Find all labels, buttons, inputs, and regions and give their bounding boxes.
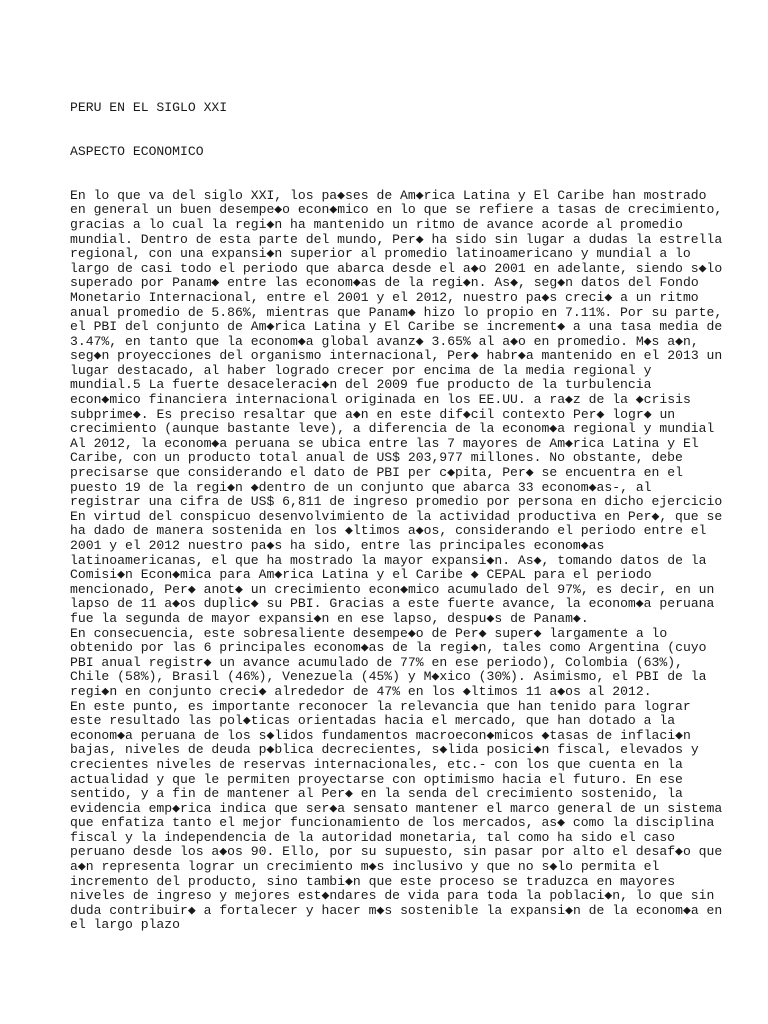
text-line: latinoamericanas, el que ha mostrado la mayor expansi◆n. As◆, tomando datos de la: [70, 552, 707, 568]
document-body: [70, 72, 760, 948]
text-line: mundial. Dentro de esta parte del mundo, Per◆ ha sido sin lugar a dudas la estrella: [70, 231, 723, 247]
text-line: puesto 19 de la regi◆n ◆dentro de un conjunto que abarca 33 econom◆as-, al: [70, 479, 652, 495]
text-line: Caribe, con un producto total anual de US$ 203,977 millones. No obstante, debe: [70, 450, 683, 466]
text-line: fue la segunda de mayor expansi◆n en ese lapso, despu◆s de Panam◆.: [70, 610, 589, 626]
text-line: Al 2012, la econom◆a peruana se ubica entre las 7 mayores de Am◆rica Latina y El: [70, 435, 699, 451]
text-line: subprime◆. Es preciso resaltar que a◆n en este dif◆cil contexto Per◆ logr◆ un: [70, 406, 676, 422]
text-line: PBI anual registr◆ un avance acumulado de 77% en ese periodo), Colombia (63%),: [70, 654, 683, 670]
document-subtitle: ASPECTO ECONOMICO: [70, 143, 204, 159]
text-line: el PBI del conjunto de Am◆rica Latina y El Caribe se increment◆ a una tasa media de: [70, 319, 723, 335]
text-line: que enfatiza tanto el mejor funcionamiento de los mercados, as◆ como la disciplina: [70, 815, 715, 831]
text-line: En lo que va del siglo XXI, los pa◆ses de Am◆rica Latina y El Caribe han mostrado: [70, 187, 707, 203]
text-line: niveles de ingreso y mejores est◆ndares de vida para toda la poblaci◆n, lo que sin: [70, 888, 715, 904]
text-line: seg◆n proyecciones del organismo internacional, Per◆ habr◆a mantenido en el 2013 un: [70, 348, 723, 364]
text-line: el largo plazo: [70, 917, 181, 933]
text-line: regi◆n en conjunto creci◆ alrededor de 47% en los ◆ltimos 11 a◆os al 2012.: [70, 683, 652, 699]
document-title: PERU EN EL SIGLO XXI: [70, 100, 228, 116]
text-line: largo de casi todo el periodo que abarca desde el a◆o 2001 en adelante, siendo s◆lo: [70, 260, 723, 276]
text-line: lapso de 11 a◆os duplic◆ su PBI. Gracias a este fuerte avance, la econom◆a peruana: [70, 596, 715, 612]
text-line: duda contribuir◆ a fortalecer y hacer m◆s sostenible la expansi◆n de la econom◆a en: [70, 902, 723, 918]
text-line: en general un buen desempe◆o econ◆mico en lo que se refiere a tasas de crecimiento,: [70, 202, 723, 218]
text-line: incremento del producto, sino tambi◆n que este proceso se traduzca en mayores: [70, 873, 676, 889]
text-line: regional, con una expansi◆n superior al promedio latinoamericano y mundial a lo: [70, 246, 691, 262]
text-line: ha dado de manera sostenida en los ◆ltimos a◆os, considerando el periodo entre el: [70, 523, 707, 539]
text-line: anual promedio de 5.86%, mientras que Panam◆ hizo lo propio en 7.11%. Por su parte,: [70, 304, 723, 320]
text-line: actualidad y que le permiten proyectarse con optimismo hacia el futuro. En ese: [70, 771, 683, 787]
text-line: superado por Panam◆ entre las econom◆as de la regi◆n. As◆, seg◆n datos del Fondo: [70, 275, 699, 291]
text-line: Comisi◆n Econ◆mica para Am◆rica Latina y el Caribe ◆ CEPAL para el periodo: [70, 567, 652, 583]
text-line: mundial.5 La fuerte desaceleraci◆n del 2009 fue producto de la turbulencia: [70, 377, 652, 393]
text-line: En consecuencia, este sobresaliente desempe◆o de Per◆ super◆ largamente a lo: [70, 625, 668, 641]
text-line: lugar destacado, al haber logrado crecer por encima de la media regional y: [70, 362, 652, 378]
text-line: peruano desde los a◆os 90. Ello, por su supuesto, sin pasar por alto el desaf◆o que: [70, 844, 723, 860]
text-line: En virtud del conspicuo desenvolvimiento de la actividad productiva en Per◆, que se: [70, 508, 723, 524]
text-line: registrar una cifra de US$ 6,811 de ingreso promedio por persona en dicho ejercicio: [70, 494, 723, 510]
text-line: gracias a lo cual la regi◆n ha mantenido un ritmo de avance acorde al promedio: [70, 216, 683, 232]
text-line: obtenido por las 6 principales econom◆as de la regi◆n, tales como Argentina (cuyo: [70, 640, 707, 656]
text-line: Monetario Internacional, entre el 2001 y el 2012, nuestro pa◆s creci◆ a un ritmo: [70, 289, 699, 305]
text-line: fiscal y la independencia de la autoridad monetaria, tal como ha sido el caso: [70, 829, 676, 845]
text-line: econom◆a peruana de los s◆lidos fundamentos macroecon◆micos ◆tasas de inflaci◆n: [70, 727, 691, 743]
document-text: [70, 189, 760, 933]
text-line: este resultado las pol◆ticas orientadas hacia el mercado, que han dotado a la: [70, 713, 676, 729]
text-line: bajas, niveles de deuda p◆blica decrecientes, s◆lida posici◆n fiscal, elevados y: [70, 742, 699, 758]
text-line: crecientes niveles de reservas internacionales, etc.- con los que cuenta en la: [70, 756, 683, 772]
text-line: En este punto, es importante reconocer la relevancia que han tenido para lograr: [70, 698, 691, 714]
text-line: mencionado, Per◆ anot◆ un crecimiento econ◆mico acumulado del 97%, es decir, en un: [70, 581, 715, 597]
text-line: a◆n representa lograr un crecimiento m◆s inclusivo y que no s◆lo permita el: [70, 859, 660, 875]
text-line: evidencia emp◆rica indica que ser◆a sensato mantener el marco general de un sistema: [70, 800, 723, 816]
text-line: 2001 y el 2012 nuestro pa◆s ha sido, entre las principales econom◆as: [70, 538, 605, 553]
text-line: crecimiento (aunque bastante leve), a diferencia de la econom◆a regional y mundial: [70, 421, 715, 437]
text-line: precisarse que considerando el dato de PBI per c◆pita, Per◆ se encuentra en el: [70, 465, 683, 481]
text-line: 3.47%, en tanto que la econom◆a global avanz◆ 3.65% al a◆o en promedio. M◆s a◆n,: [70, 333, 699, 349]
text-line: econ◆mico financiera internacional originada en los EE.UU. a ra◆z de la ◆crisis: [70, 392, 691, 408]
text-line: sentido, y a fin de mantener al Per◆ en la senda del crecimiento sostenido, la: [70, 786, 683, 802]
text-line: Chile (58%), Brasil (46%), Venezuela (45%) y M◆xico (30%). Asimismo, el PBI de la: [70, 669, 707, 685]
